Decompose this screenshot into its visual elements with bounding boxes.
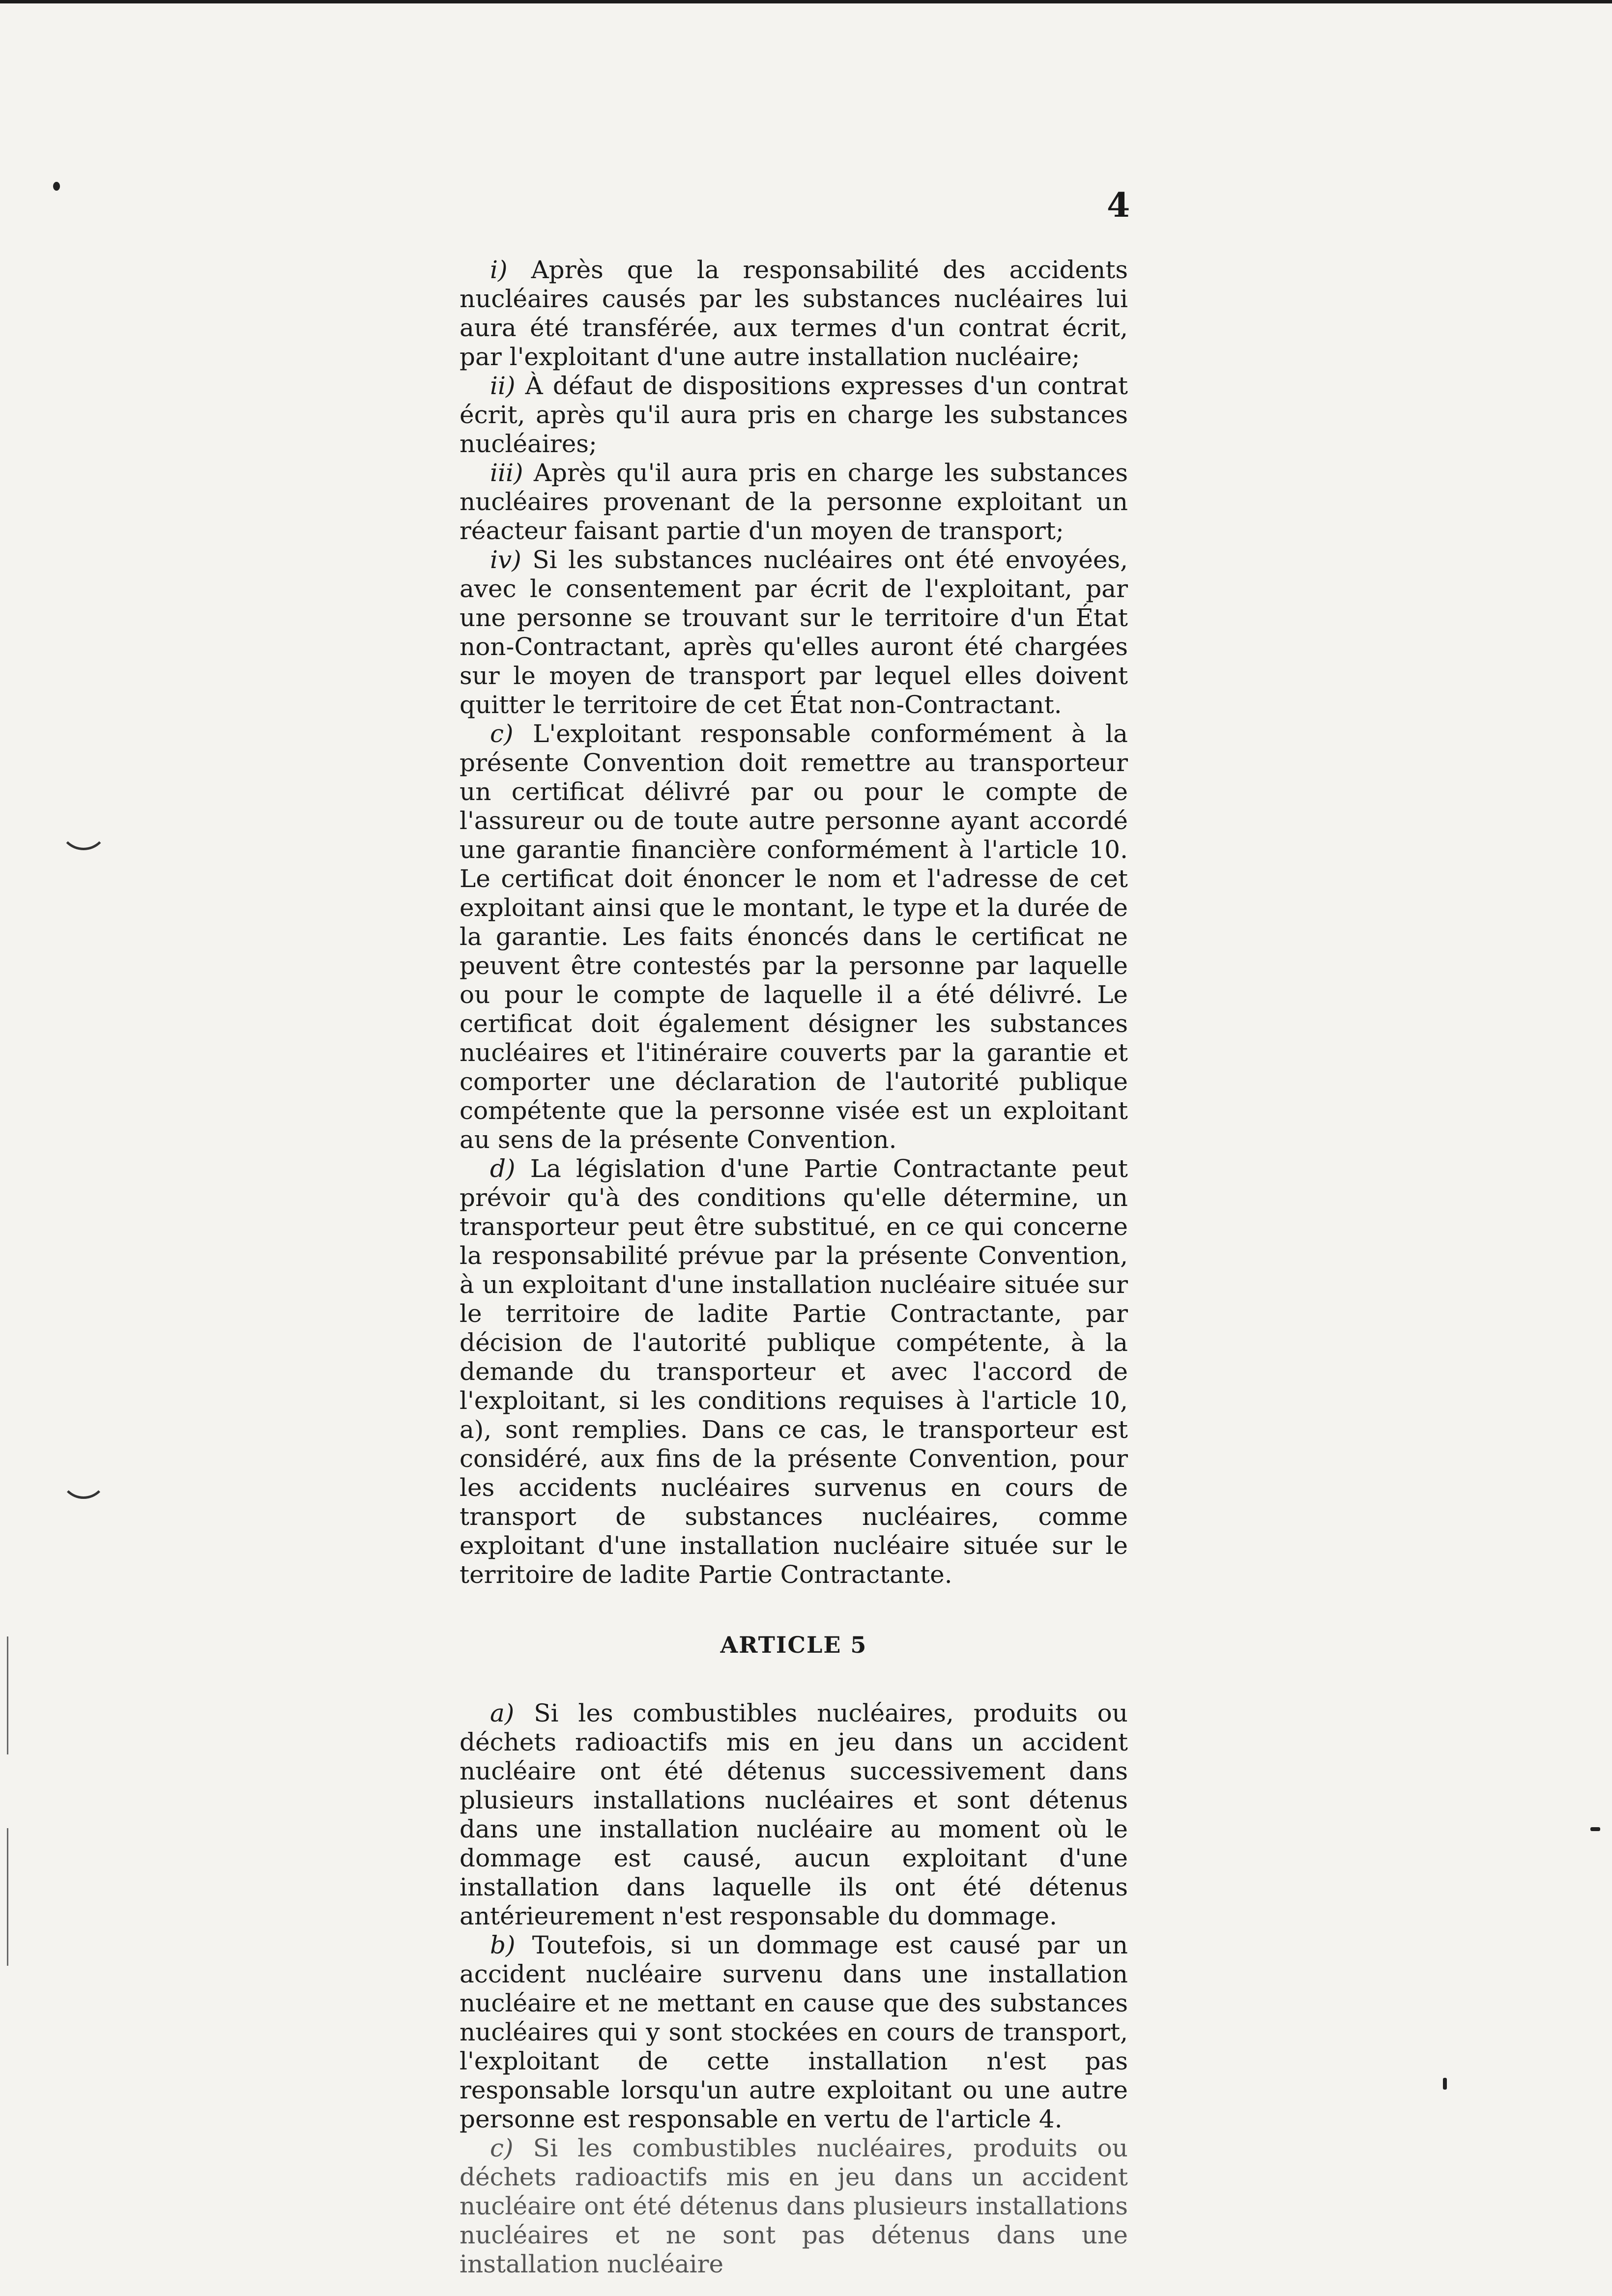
paragraph-label: iii) xyxy=(490,459,523,487)
article5-paragraph-a xyxy=(460,1699,1128,1931)
paragraph-text: À défaut de dispositions expresses d'un contrat écrit, après qu'il aura pris en charge les substances nucléaires; xyxy=(460,372,1128,458)
paragraph-text: Après qu'il aura pris en charge les substances nucléaires provenant de la personne exploitant un réacteur faisant partie d'un moyen de transport; xyxy=(460,459,1128,545)
paragraph-c xyxy=(460,719,1128,1154)
paragraph-text: Si les combustibles nucléaires, produits ou déchets radioactifs mis en jeu dans un accident nucléaire ont été détenus successivement dans plusieurs installations nucléaires et sont détenus dans une installation nucléaire au moment où le dommage est causé, aucun exploitant d'une installation dans laquelle ils ont été détenus antérieurement n'est responsable du dommage. xyxy=(460,1699,1128,1930)
paragraph-label: c) xyxy=(490,2134,514,2162)
body-text-column xyxy=(460,256,1128,2279)
paragraph-text: La législation d'une Partie Contractante peut prévoir qu'à des conditions qu'elle détermine, un transporteur peut être substitué, en ce qui concerne la responsabilité prévue par la présente Convention, à un exploitant d'une installation nucléaire située sur le territoire de ladite Partie Contractante, par décision de l'autorité publique compétente, à la demande du transporteur et avec l'accord de l'exploitant, si les conditions requises à l'article 10, a), sont remplies. Dans ce cas, le transporteur est considéré, aux fins de la présente Convention, pour les accidents nucléaires survenus en cours de transport de substances nucléaires, comme exploitant d'une installation nucléaire située sur le territoire de ladite Partie Contractante. xyxy=(460,1154,1128,1589)
top-border-line xyxy=(0,0,1612,3)
paragraph-iv xyxy=(460,545,1128,719)
paragraph-i xyxy=(460,256,1128,372)
scan-margin-dash xyxy=(7,1636,8,1754)
paragraph-label: d) xyxy=(490,1154,516,1183)
scan-speck xyxy=(1443,2078,1447,2090)
paragraph-label: c) xyxy=(490,719,514,748)
paragraph-d xyxy=(460,1154,1128,1589)
paragraph-text: Après que la responsabilité des accidents nucléaires causés par les substances nucléaires lui aura été transférée, aux termes d'un contrat écrit, par l'exploitant d'une autre installation nucléaire; xyxy=(460,256,1128,371)
scan-bracket-mark xyxy=(60,1455,107,1499)
scan-bracket-mark xyxy=(59,806,108,850)
scan-speck xyxy=(1590,1827,1600,1831)
scan-margin-dash xyxy=(7,1828,8,1966)
paragraph-text: Si les combustibles nucléaires, produits ou déchets radioactifs mis en jeu dans un accident nucléaire ont été détenus dans plusieurs installations nucléaires et ne sont pas détenus dans une installation nucléaire xyxy=(460,2134,1128,2278)
paragraph-label: ii) xyxy=(490,372,516,400)
paragraph-ii xyxy=(460,372,1128,459)
paragraph-text: Toutefois, si un dommage est causé par un accident nucléaire survenu dans une installation nucléaire et ne mettant en cause que des substances nucléaires qui y sont stockées en cours de transport, l'exploitant de cette installation n'est pas responsable lorsqu'un autre exploitant ou une autre personne est responsable en vertu de l'article 4. xyxy=(460,1931,1128,2133)
article-heading: ARTICLE 5 xyxy=(720,1632,867,1658)
article5-paragraph-c xyxy=(460,2134,1128,2279)
article5-paragraph-b xyxy=(460,1931,1128,2134)
paragraph-text: L'exploitant responsable conformément à la présente Convention doit remettre au transporteur un certificat délivré par ou pour le compte de l'assureur ou de toute autre personne ayant accordé une garantie financière conformément à l'article 10. Le certificat doit énoncer le nom et l'adresse de cet exploitant ainsi que le montant, le type et la durée de la garantie. Les faits énoncés dans le certificat ne peuvent être contestés par la personne par laquelle ou pour le compte de laquelle il a été délivré. Le certificat doit également désigner les substances nucléaires et l'itinéraire couverts par la garantie et comporter une déclaration de l'autorité publique compétente que la personne visée est un exploitant au sens de la présente Convention. xyxy=(460,719,1128,1154)
paragraph-label: a) xyxy=(490,1699,515,1727)
page-number: 4 xyxy=(1107,186,1130,225)
paragraph-label: i) xyxy=(490,256,508,284)
paragraph-label: b) xyxy=(490,1931,516,1959)
paragraph-iii xyxy=(460,459,1128,545)
paragraph-label: iv) xyxy=(490,545,521,574)
paragraph-text: Si les substances nucléaires ont été envoyées, avec le consentement par écrit de l'exploitant, par une personne se trouvant sur le territoire d'un État non-Contractant, après qu'elles auront été chargées sur le moyen de transport par lequel elles doivent quitter le territoire de cet État non-Contractant. xyxy=(460,545,1128,719)
scan-speck xyxy=(53,182,60,191)
